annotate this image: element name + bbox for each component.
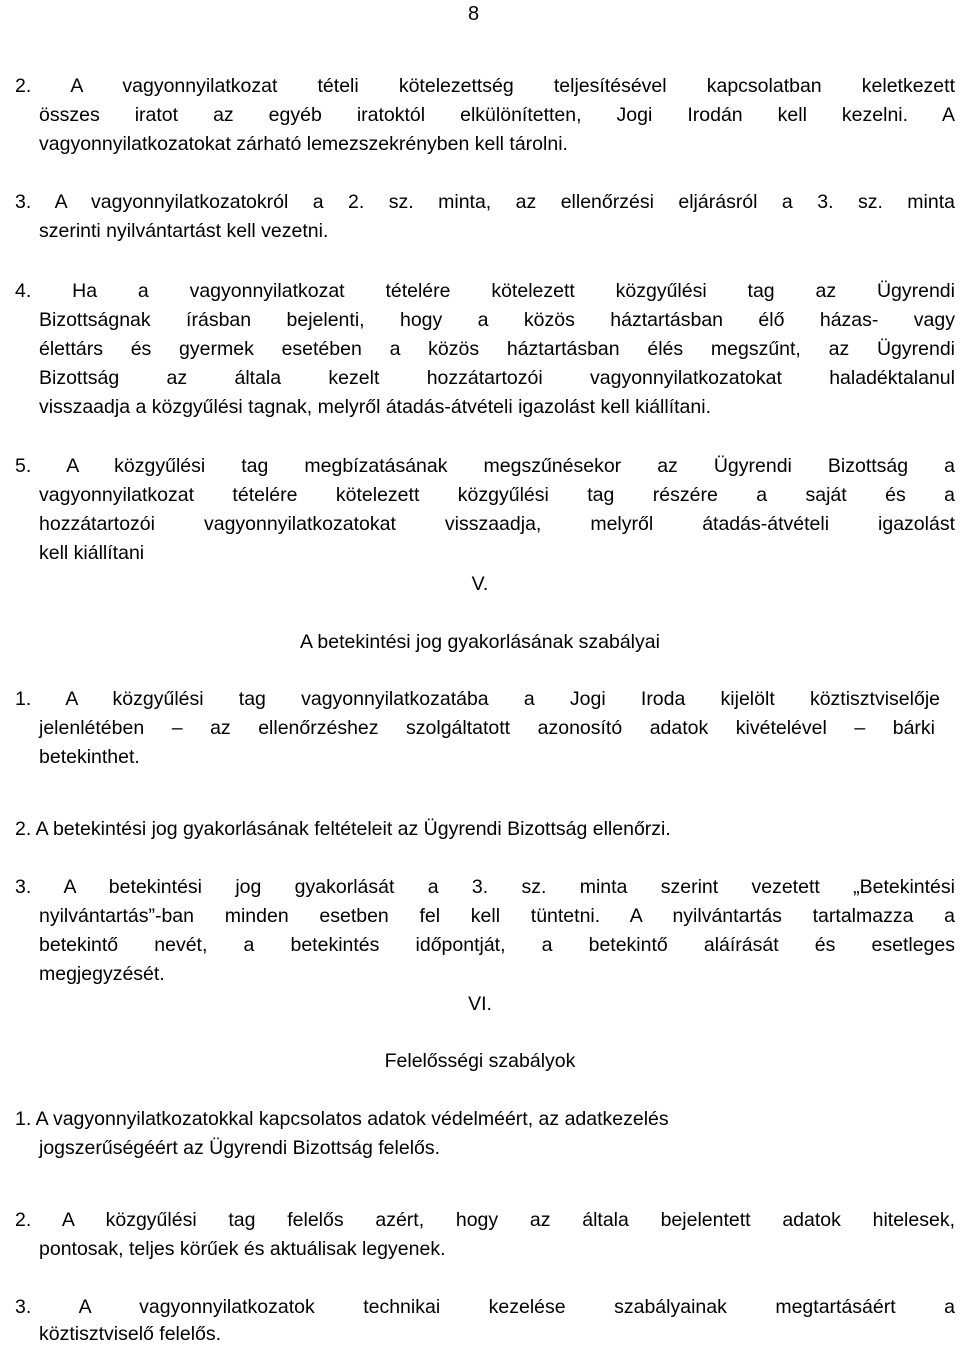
text-line: élettárs és gyermek esetében a közös háztartásban élés megszűnt, az Ügyrendi	[39, 338, 955, 360]
text-line: vagyonnyilatkozatokat zárható lemezszekrényben kell tárolni.	[39, 133, 568, 155]
text-line: Bizottságnak írásban bejelenti, hogy a közös háztartásban élő házas- vagy	[39, 309, 955, 331]
text-line: szerinti nyilvántartást kell vezetni.	[39, 220, 329, 242]
text-line: Bizottság az általa kezelt hozzátartozói vagyonnyilatkozatokat haladéktalanul	[39, 367, 955, 389]
text-line: 4. Ha a vagyonnyilatkozat tételére kötelezett közgyűlési tag az Ügyrendi	[15, 280, 955, 302]
text-line: 3. A betekintési jog gyakorlását a 3. sz. minta szerint vezetett „Betekintési	[15, 876, 955, 898]
text-line: összes iratot az egyéb iratoktól elkülönítetten, Jogi Irodán kell kezelni. A	[39, 104, 955, 126]
text-line: 1. A közgyűlési tag vagyonnyilatkozatába a Jogi Iroda kijelölt köztisztviselője	[15, 688, 940, 710]
text-line: vagyonnyilatkozat tételére kötelezett közgyűlési tag részére a saját és a	[39, 484, 955, 506]
text-line: hozzátartozói vagyonnyilatkozatokat visszaadja, melyről átadás-átvételi igazolást	[39, 513, 955, 535]
section-numeral: V.	[471, 573, 489, 595]
text-line: 1. A vagyonnyilatkozatokkal kapcsolatos adatok védelméért, az adatkezelés	[15, 1108, 669, 1130]
section-numeral: VI.	[468, 993, 492, 1015]
text-line: 2. A betekintési jog gyakorlásának feltételeit az Ügyrendi Bizottság ellenőrzi.	[15, 818, 671, 840]
text-line: betekinthet.	[39, 746, 140, 768]
text-line: 2. A közgyűlési tag felelős azért, hogy az általa bejelentett adatok hitelesek,	[15, 1209, 955, 1231]
text-line: visszaadja a közgyűlési tagnak, melyről átadás-átvételi igazolást kell kiállítani.	[39, 396, 711, 418]
text-line: jogszerűségéért az Ügyrendi Bizottság felelős.	[39, 1137, 441, 1159]
text-line: 2. A vagyonnyilatkozat tételi kötelezettség teljesítésével kapcsolatban keletkezett	[15, 75, 955, 97]
text-line: nyilvántartás”-ban minden esetben fel kell tüntetni. A nyilvántartás tartalmazza a	[39, 905, 955, 927]
page-number: 8	[468, 3, 480, 25]
section-title: A betekintési jog gyakorlásának szabályai	[300, 631, 660, 653]
text-line: 3. A vagyonnyilatkozatok technikai kezelése szabályainak megtartásáért a	[15, 1296, 955, 1318]
text-line: jelenlétében – az ellenőrzéshez szolgáltatott azonosító adatok kivételével – bárki	[39, 717, 935, 739]
text-line: kell kiállítani	[39, 542, 145, 564]
text-line: megjegyzését.	[39, 963, 165, 985]
text-line: betekintő nevét, a betekintés időpontját, a betekintő aláírását és esetleges	[39, 934, 955, 956]
section-title: Felelősségi szabályok	[384, 1050, 576, 1072]
text-line: köztisztviselő felelős.	[39, 1323, 222, 1345]
text-line: 3. A vagyonnyilatkozatokról a 2. sz. minta, az ellenőrzési eljárásról a 3. sz. minta	[15, 191, 955, 213]
text-line: pontosak, teljes körűek és aktuálisak legyenek.	[39, 1238, 446, 1260]
text-line: 5. A közgyűlési tag megbízatásának megszűnésekor az Ügyrendi Bizottság a	[15, 455, 955, 477]
